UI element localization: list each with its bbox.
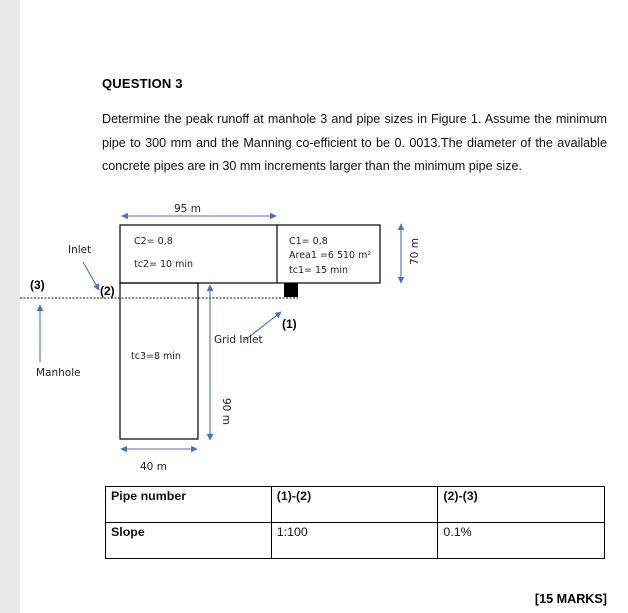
table-cell: Slope bbox=[106, 523, 272, 559]
node-1-label: (1) bbox=[282, 317, 297, 331]
table-cell: 1:100 bbox=[271, 523, 438, 559]
area1-c-label: C1= 0,8 bbox=[289, 236, 328, 247]
table-header-cell: (1)-(2) bbox=[271, 487, 438, 523]
grid-inlet-label: Grid Inlet bbox=[214, 334, 263, 346]
dim-label-40: 40 m bbox=[140, 461, 167, 473]
dim-label-70: 70 m bbox=[409, 238, 421, 265]
marks-label: [15 MARKS] bbox=[534, 592, 607, 606]
table-header-cell: (2)-(3) bbox=[438, 487, 605, 523]
inlet-pointer bbox=[83, 262, 99, 290]
pipe-table bbox=[105, 486, 605, 559]
area2-tc-label: tc2= 10 min bbox=[134, 259, 193, 270]
figure-1 bbox=[20, 0, 628, 480]
table-row bbox=[106, 523, 605, 559]
document-page bbox=[20, 0, 628, 613]
area2-c-label: C2= 0,8 bbox=[134, 236, 173, 247]
question-title: QUESTION 3 bbox=[102, 76, 183, 91]
table-cell: 0.1% bbox=[438, 523, 605, 559]
dim-label-90: 90 m bbox=[220, 398, 232, 425]
node-3-label: (3) bbox=[30, 278, 45, 292]
table-row bbox=[106, 487, 605, 523]
inlet-label: Inlet bbox=[68, 244, 92, 256]
question-text: Determine the peak runoff at manhole 3 and pipe sizes in Figure 1. Assume the minimum pipe to 300 mm and the Manning co-efficient to be 0. 0013.The diameter of the available concrete pipes are in 30 mm increments larger than the minimum pipe size. bbox=[102, 112, 607, 173]
area3-tc-label: tc3=8 min bbox=[131, 351, 181, 362]
area1-tc-label: tc1= 15 min bbox=[289, 265, 348, 276]
manhole-label: Manhole bbox=[36, 367, 81, 379]
table-header-cell: Pipe number bbox=[106, 487, 272, 523]
dim-label-95: 95 m bbox=[174, 203, 201, 215]
node-2-label: (2) bbox=[100, 284, 115, 298]
grid-inlet-square bbox=[284, 283, 298, 297]
area1-area-label: Area1 =6 510 m² bbox=[289, 250, 372, 261]
